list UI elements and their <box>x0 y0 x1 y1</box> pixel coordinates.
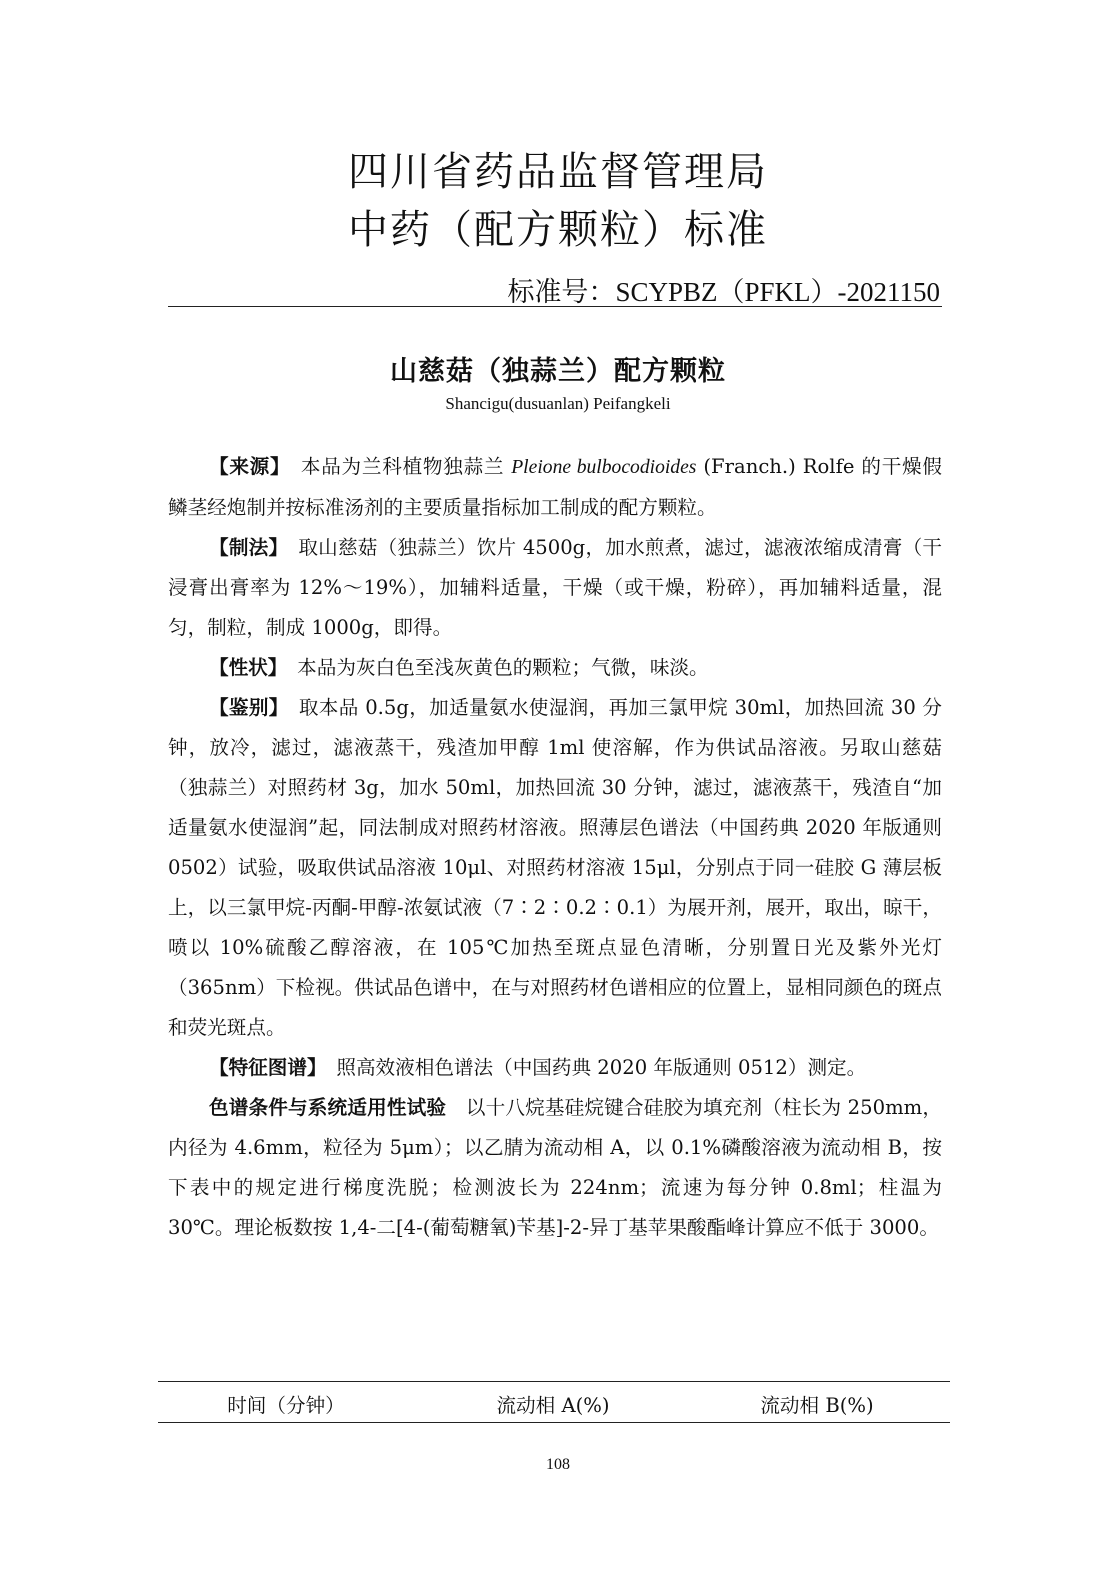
table-header-rule <box>158 1422 950 1423</box>
preparation-text: 取山慈菇（独蒜兰）饮片 4500g，加水煎煮，滤过，滤液浓缩成清膏（干浸膏出膏率为 12%～19%），加辅料适量，干燥（或干燥，粉碎），再加辅料适量，混匀，制粒，制成 1000g，即得。 <box>168 536 943 639</box>
source-tag: 【来源】 <box>209 455 281 478</box>
table-header-phase-a: 流动相 A(%) <box>496 1394 610 1417</box>
standard-number-value: SCYPBZ（PFKL）-2021150 <box>615 277 940 307</box>
fingerprint-text: 照高效液相色谱法（中国药典 2020 年版通则 0512）测定。 <box>316 1056 867 1079</box>
source-text-pre: 本品为兰科植物独蒜兰 <box>280 455 512 478</box>
fingerprint-paragraph <box>168 1048 942 1088</box>
identification-tag: 【鉴别】 <box>209 696 279 719</box>
standard-number-line <box>507 270 940 309</box>
table-header-time: 时间（分钟） <box>227 1394 345 1417</box>
product-pinyin: Shancigu(dusuanlan) Peifangkeli <box>445 394 671 413</box>
source-text-post: (Franch.) Rolfe 的干燥假鳞茎经炮制并按标准汤剂的主要质量指标加工制成的配方颗粒。 <box>168 455 942 519</box>
conditions-paragraph <box>168 1088 942 1248</box>
monograph-body <box>168 447 942 1248</box>
agency-title: 四川省药品监督管理局 <box>348 149 768 195</box>
standard-type-title: 中药（配方颗粒）标准 <box>348 207 768 253</box>
header-rule <box>168 306 942 307</box>
character-text: 本品为灰白色至浅灰黄色的颗粒；气微，味淡。 <box>277 656 709 679</box>
preparation-paragraph <box>168 528 942 648</box>
conditions-label: 色谱条件与系统适用性试验 <box>209 1096 447 1119</box>
standard-number-label: 标准号： <box>507 277 616 308</box>
character-paragraph <box>168 648 942 688</box>
product-title: 山慈菇（独蒜兰）配方颗粒 <box>390 356 726 387</box>
source-latin-name: Pleione bulbocodioides <box>511 457 697 478</box>
conditions-text: 以十八烷基硅烷键合硅胶为填充剂（柱长为 250mm，内径为 4.6mm，粒径为 5μm）；以乙腈为流动相 A，以 0.1%磷酸溶液为流动相 B，按下表中的规定进行梯度洗脱；检测波长为 224nm；流速为每分钟 0.8ml；柱温为 30℃。理论板数按 1,4-二[4-(葡萄糖氧)苄基]-2-异丁基苹果酸酯峰计算应不低于 3000。 <box>168 1096 942 1239</box>
preparation-tag: 【制法】 <box>209 536 279 559</box>
source-paragraph <box>168 447 942 528</box>
identification-text: 取本品 0.5g，加适量氨水使湿润，再加三氯甲烷 30ml，加热回流 30 分钟，放冷，滤过，滤液蒸干，残渣加甲醇 1ml 使溶解，作为供试品溶液。另取山慈菇（独蒜兰）对照药材 3g，加水 50ml，加热回流 30 分钟，滤过，滤液蒸干，残渣自“加适量氨水使湿润”起，同法制成对照药材溶液。照薄层色谱法（中国药典 2020 年版通则 0502）试验，吸取供试品溶液 10μl、对照药材溶液 15μl，分别点于同一硅胶 G 薄层板上，以三氯甲烷-丙酮-甲醇-浓氨试液（7∶2∶0.2∶0.1）为展开剂，展开，取出，晾干，喷以 10%硫酸乙醇溶液，在 105℃加热至斑点显色清晰，分别置日光及紫外光灯（365nm）下检视。供试品色谱中，在与对照药材色谱相应的位置上，显相同颜色的斑点和荧光斑点。 <box>168 696 943 1039</box>
identification-paragraph <box>168 688 942 1048</box>
table-top-rule <box>158 1381 950 1382</box>
page-number: 108 <box>546 1456 570 1473</box>
fingerprint-tag: 【特征图谱】 <box>209 1056 317 1079</box>
table-header-phase-b: 流动相 B(%) <box>760 1394 874 1417</box>
character-tag: 【性状】 <box>209 656 278 679</box>
